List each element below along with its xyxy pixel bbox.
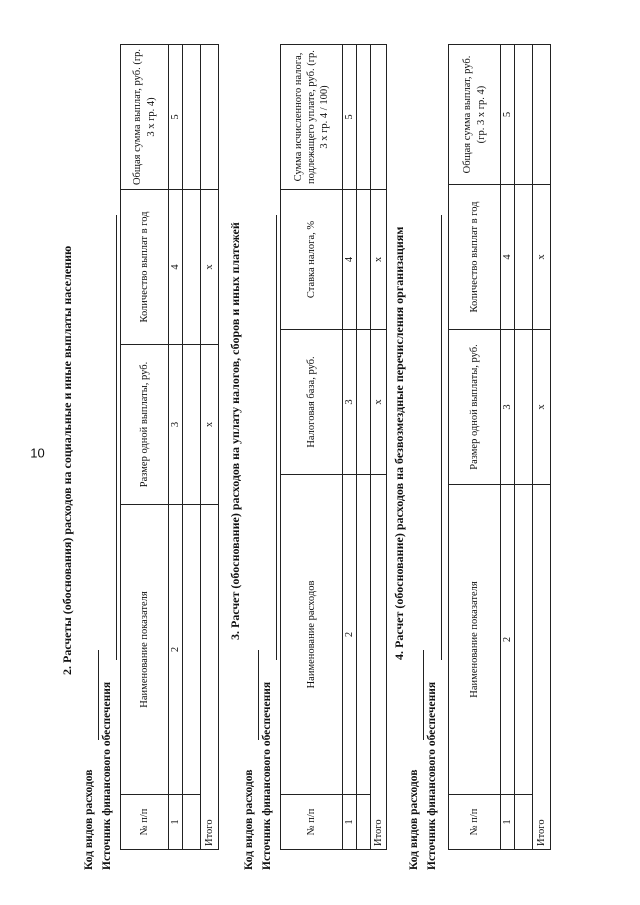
total-x-mark: х xyxy=(371,190,387,330)
section-2-table xyxy=(120,44,219,850)
header-single-payment: Размер одной выплаты, руб. xyxy=(449,330,501,485)
total-value-cell[interactable] xyxy=(201,45,219,190)
table-header-row xyxy=(449,45,501,850)
data-cell[interactable] xyxy=(515,485,533,795)
col-num-2: 2 xyxy=(501,485,515,795)
page-number: 10 xyxy=(30,445,45,460)
data-cell[interactable] xyxy=(357,475,371,795)
col-num-2: 2 xyxy=(169,505,183,795)
col-num-1: 1 xyxy=(343,795,357,850)
total-label: Итого xyxy=(533,485,551,850)
total-row xyxy=(201,45,219,850)
header-expense-name: Наименование расходов xyxy=(281,475,343,795)
table-header-row xyxy=(121,45,169,850)
header-num: № п/п xyxy=(281,795,343,850)
col-num-3: 3 xyxy=(169,345,183,505)
total-x-mark: х xyxy=(533,185,551,330)
header-single-payment: Размер одной выплаты, руб. xyxy=(121,345,169,505)
total-x-mark: х xyxy=(533,330,551,485)
total-x-mark: х xyxy=(371,330,387,475)
header-total-sum: Общая сумма выплат, руб. (гр. 3 х гр. 4) xyxy=(121,45,169,190)
funding-source-label: Источник финансового обеспечения xyxy=(101,681,113,870)
funding-source-line xyxy=(276,215,277,660)
expense-code-line xyxy=(423,650,424,740)
col-num-5: 5 xyxy=(169,45,183,190)
column-number-row xyxy=(501,45,515,850)
total-row xyxy=(371,45,387,850)
data-cell[interactable] xyxy=(357,190,371,330)
expense-code-line xyxy=(98,650,99,740)
section-3-table xyxy=(280,44,387,850)
col-num-3: 3 xyxy=(501,330,515,485)
funding-source-label: Источник финансового обеспечения xyxy=(426,681,438,870)
total-label: Итого xyxy=(201,505,219,850)
column-number-row xyxy=(343,45,357,850)
data-cell[interactable] xyxy=(183,795,201,850)
section-4-title: 4. Расчет (обоснование) расходов на безвозмездные перечисления организациям xyxy=(392,226,406,660)
header-total-sum: Общая сумма выплат, руб. (гр. 3 х гр. 4) xyxy=(449,45,501,185)
total-value-cell[interactable] xyxy=(533,45,551,185)
column-number-row xyxy=(169,45,183,850)
header-tax-base: Налоговая база, руб. xyxy=(281,330,343,475)
header-num: № п/п xyxy=(121,795,169,850)
table-row xyxy=(357,45,371,850)
section-4-table xyxy=(448,44,551,850)
funding-source-line xyxy=(116,215,117,660)
header-payments-count: Количество выплат в год xyxy=(121,190,169,345)
total-x-mark: х xyxy=(201,345,219,505)
col-num-2: 2 xyxy=(343,475,357,795)
expense-code-label: Код видов расходов xyxy=(83,769,95,870)
expense-code-line xyxy=(258,650,259,740)
col-num-1: 1 xyxy=(169,795,183,850)
expense-code-label: Код видов расходов xyxy=(243,769,255,870)
data-cell[interactable] xyxy=(357,330,371,475)
col-num-1: 1 xyxy=(501,795,515,850)
data-cell[interactable] xyxy=(183,505,201,795)
section-3-title: 3. Расчет (обоснование) расходов на уплату налогов, сборов и иных платежей xyxy=(228,222,242,640)
total-row xyxy=(533,45,551,850)
data-cell[interactable] xyxy=(515,330,533,485)
table-row xyxy=(515,45,533,850)
col-num-5: 5 xyxy=(343,45,357,190)
total-x-mark: х xyxy=(201,190,219,345)
col-num-5: 5 xyxy=(501,45,515,185)
funding-source-label: Источник финансового обеспечения xyxy=(261,681,273,870)
col-num-4: 4 xyxy=(501,185,515,330)
funding-source-line xyxy=(441,215,442,660)
header-name: Наименование показателя xyxy=(121,505,169,795)
data-cell[interactable] xyxy=(183,345,201,505)
expense-code-label: Код видов расходов xyxy=(408,769,420,870)
data-cell[interactable] xyxy=(357,45,371,190)
data-cell[interactable] xyxy=(515,185,533,330)
table-header-row xyxy=(281,45,343,850)
table-row xyxy=(183,45,201,850)
data-cell[interactable] xyxy=(357,795,371,850)
data-cell[interactable] xyxy=(515,795,533,850)
total-value-cell[interactable] xyxy=(371,45,387,190)
header-num: № п/п xyxy=(449,795,501,850)
data-cell[interactable] xyxy=(183,45,201,190)
header-tax-amount: Сумма исчисленного налога, подлежащего уплате, руб. (гр. 3 х гр. 4 / 100) xyxy=(281,45,343,190)
section-2-title: 2. Расчеты (обоснования) расходов на социальные и иные выплаты населению xyxy=(60,245,74,675)
total-label: Итого xyxy=(371,475,387,850)
col-num-4: 4 xyxy=(169,190,183,345)
header-name: Наименование показателя xyxy=(449,485,501,795)
header-payments-count: Количество выплат в год xyxy=(449,185,501,330)
data-cell[interactable] xyxy=(515,45,533,185)
col-num-3: 3 xyxy=(343,330,357,475)
col-num-4: 4 xyxy=(343,190,357,330)
header-tax-rate: Ставка налога, % xyxy=(281,190,343,330)
data-cell[interactable] xyxy=(183,190,201,345)
